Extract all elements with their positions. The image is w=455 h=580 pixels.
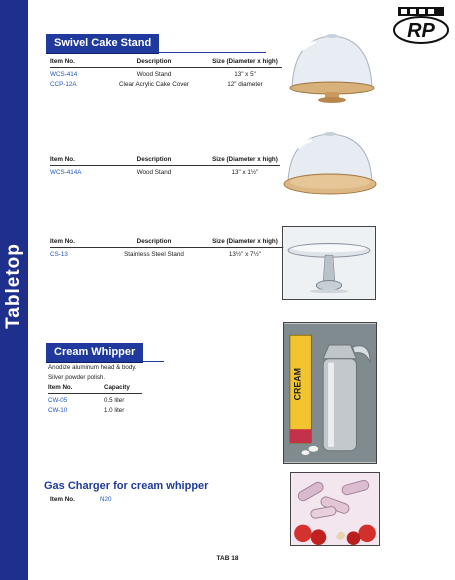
item-description: Wood Stand (136, 71, 172, 78)
item-description: Wood Stand (136, 169, 172, 176)
logo-letters: RP (407, 20, 435, 42)
cream-whipper-table (48, 384, 142, 414)
table-header (50, 156, 290, 166)
item-number: WCS-414 (50, 71, 78, 78)
col-size: Size (Diameter x high) (212, 238, 278, 245)
item-number: N20 (100, 496, 112, 503)
item-table-3 (50, 238, 290, 258)
col-description: Description (136, 238, 172, 245)
col-description: Description (136, 58, 172, 65)
cream-whipper-heading: Cream Whipper (46, 343, 143, 363)
table-header (48, 384, 142, 394)
table-row (50, 248, 290, 258)
item-number: CW-10 (48, 407, 68, 414)
stainless-stand-photo (282, 226, 376, 300)
col-item-no: Item No. (50, 58, 75, 65)
item-number: WCS-414A (50, 169, 82, 176)
heading-rule (46, 52, 266, 53)
item-size: 13" x 5" (234, 71, 256, 78)
gas-charger-heading: Gas Charger for cream whipper (44, 480, 209, 492)
swivel-cake-stand-heading: Swivel Cake Stand (46, 34, 159, 54)
table-row (50, 78, 290, 88)
item-table-1 (50, 58, 290, 88)
item-table-2 (50, 156, 290, 176)
can-label: CREAM (292, 368, 303, 401)
item-description: Stainless Steel Stand (124, 251, 184, 258)
table-header (50, 58, 290, 68)
col-size: Size (Diameter x high) (212, 58, 278, 65)
brand-logo (392, 6, 450, 44)
wood-board-dome-photo (280, 130, 380, 202)
col-capacity: Capacity (104, 384, 130, 391)
table-row (50, 68, 290, 78)
table-row (48, 394, 142, 404)
item-number: CCP-12A (50, 81, 77, 88)
page-number: TAB 18 (216, 555, 239, 562)
description-line: Silver powder polish. (48, 374, 106, 381)
col-item-no: Item No. (50, 238, 75, 245)
cake-stand-dome-photo (282, 30, 382, 106)
item-no-label: Item No. (50, 496, 75, 503)
col-description: Description (136, 156, 172, 163)
col-size: Size (Diameter x high) (212, 156, 278, 163)
col-item-no: Item No. (50, 156, 75, 163)
item-size: 13½" x 7½" (228, 251, 262, 258)
item-number: CW-05 (48, 397, 68, 404)
description-line: Anodize aluminum head & body. (48, 364, 137, 371)
item-capacity: 1.0 liter (104, 407, 125, 414)
item-size: 12" diameter (227, 81, 263, 88)
table-header (50, 238, 290, 248)
section-tab-label: Tabletop (3, 243, 24, 329)
cream-whipper-photo (283, 322, 377, 464)
item-size: 13" x 1½" (231, 169, 259, 176)
item-description: Clear Acrylic Cake Cover (119, 81, 189, 88)
table-row (50, 166, 290, 176)
col-item-no: Item No. (48, 384, 73, 391)
table-row (48, 404, 142, 414)
gas-charger-item (50, 496, 112, 503)
heading-rule (46, 361, 164, 362)
gas-charger-photo (290, 472, 380, 546)
item-capacity: 0.5 liter (104, 397, 125, 404)
item-number: CS-13 (50, 251, 68, 258)
